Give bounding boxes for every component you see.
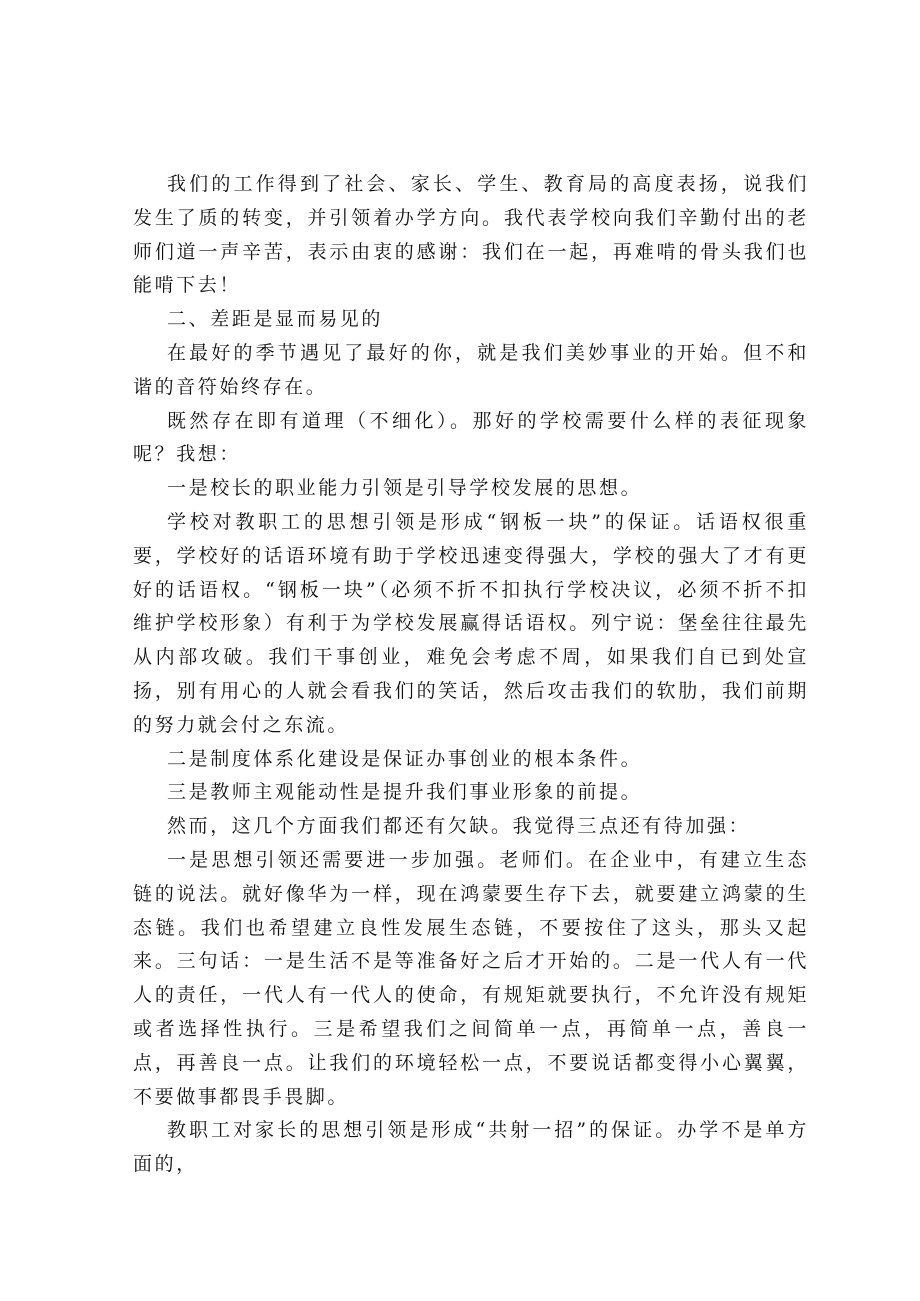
paragraph-ecosystem: 一是思想引领还需要进一步加强。老师们。在企业中，有建立生态链的说法。就好像华为一样，现在鸿蒙要生存下去，就要建立鸿蒙的生态链。我们也希望建立良性发展生态链，不要按住了这头，那头又起来。三句话：一是生活不是等准备好之后才开始的。二是一代人有一代人的责任，一代人有一代人的使命，有规矩就要执行，不允许没有规矩或者选择性执行。三是希望我们之间简单一点，再简单一点，善良一点，再善良一点。让我们的环境轻松一点，不要说话都变得小心翼翼，不要做事都畏手畏脚。 — [133, 848, 809, 1108]
section-heading-gap: 二、差距是显而易见的 — [167, 308, 384, 331]
paragraph-shortcomings: 然而，这几个方面我们都还有欠缺。我觉得三点还有待加强： — [167, 815, 751, 838]
paragraph-point-two: 二是制度体系化建设是保证办事创业的根本条件。 — [167, 747, 643, 770]
paragraph-question: 既然存在即有道理（不细化）。那好的学校需要什么样的表征现象呢？我想： — [133, 409, 809, 466]
paragraph-season: 在最好的季节遇见了最好的你，就是我们美妙事业的开始。但不和谐的音符始终存在。 — [133, 341, 809, 398]
paragraph-point-three: 三是教师主观能动性是提升我们事业形象的前提。 — [167, 781, 643, 804]
paragraph-acknowledgement: 我们的工作得到了社会、家长、学生、教育局的高度表扬，说我们发生了质的转变，并引领着办学方向。我代表学校向我们辛勤付出的老师们道一声辛苦，表示由衷的感谢：我们在一起，再难啃的骨头我们也能啃下去！ — [133, 173, 809, 297]
document-body — [133, 168, 809, 1182]
paragraph-point-one: 一是校长的职业能力引领是引导学校发展的思想。 — [167, 477, 643, 500]
paragraph-parents: 教职工对家长的思想引领是形成“共射一招”的保证。办学不是单方面的， — [133, 1119, 809, 1176]
paragraph-steel-plate: 学校对教职工的思想引领是形成“钢板一块”的保证。话语权很重要，学校好的话语环境有助于学校迅速变得强大，学校的强大了才有更好的话语权。“钢板一块”（必须不折不扣执行学校决议，必须不折不扣维护学校形象）有利于为学校发展赢得话语权。列宁说：堡垒往往最先从内部攻破。我们干事创业，难免会考虑不周，如果我们自已到处宣扬，别有用心的人就会看我们的笑话，然后攻击我们的软肋，我们前期的努力就会付之东流。 — [133, 510, 809, 736]
